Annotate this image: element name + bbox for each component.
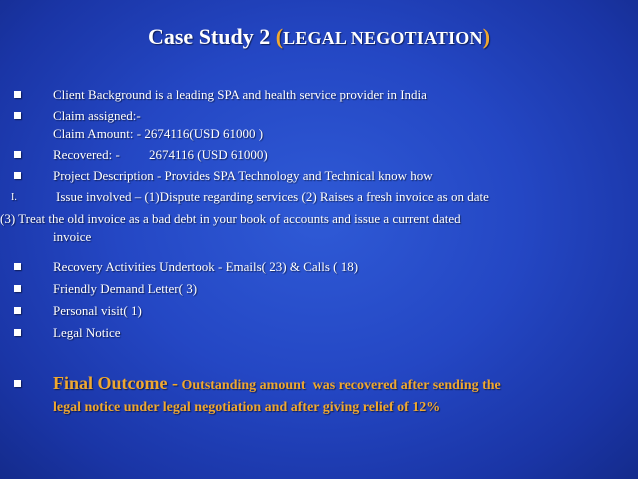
final-outcome-line1-text: Outstanding amount was recovered after sending the [177,378,501,393]
bullet-text: Friendly Demand Letter( 3) [53,281,198,296]
square-bullet-icon [14,307,21,314]
bullet-text: Claim assigned:- [53,108,141,123]
bullet-text: Legal Notice [53,325,121,340]
issue-text: Issue involved – (1)Dispute regarding services (2) Raises a fresh invoice as on date [56,189,489,204]
slide-title [0,24,638,50]
square-bullet-icon [14,285,21,292]
final-outcome-label: Final Outcome - [53,373,178,393]
continuation-text: invoice [53,229,92,244]
square-bullet-icon [14,263,21,270]
bullet-text: Personal visit( 1) [53,303,142,318]
square-bullet-icon [14,380,21,387]
square-bullet-icon [14,329,21,336]
square-bullet-icon [14,91,21,98]
square-bullet-icon [14,151,21,158]
title-prefix: Case Study 2 [147,24,276,49]
claim-amount-text: Claim Amount: - 2674116(USD 61000 ) [53,126,264,141]
bullet-text: Recovered: - 2674116 (USD 61000) [53,147,268,162]
title-open-paren: ( [275,24,284,49]
final-outcome-line2-text: legal notice under legal negotiation and after giving relief of 12% [53,400,441,415]
bullet-text: Project Description - Provides SPA Technology and Technical know how [53,168,433,183]
bullet-text: Recovery Activities Undertook - Emails( 23) & Calls ( 18) [53,259,359,274]
final-outcome-text [53,373,501,396]
square-bullet-icon [14,112,21,119]
square-bullet-icon [14,172,21,179]
continuation-text: (3) Treat the old invoice as a bad debt in your book of accounts and issue a current dated [0,211,461,226]
bullet-text: Client Background is a leading SPA and health service provider in India [53,87,427,102]
title-close-paren: ) [482,24,491,49]
title-subject: LEGAL NEGOTIATION [283,28,483,48]
roman-marker: I. [11,192,17,203]
